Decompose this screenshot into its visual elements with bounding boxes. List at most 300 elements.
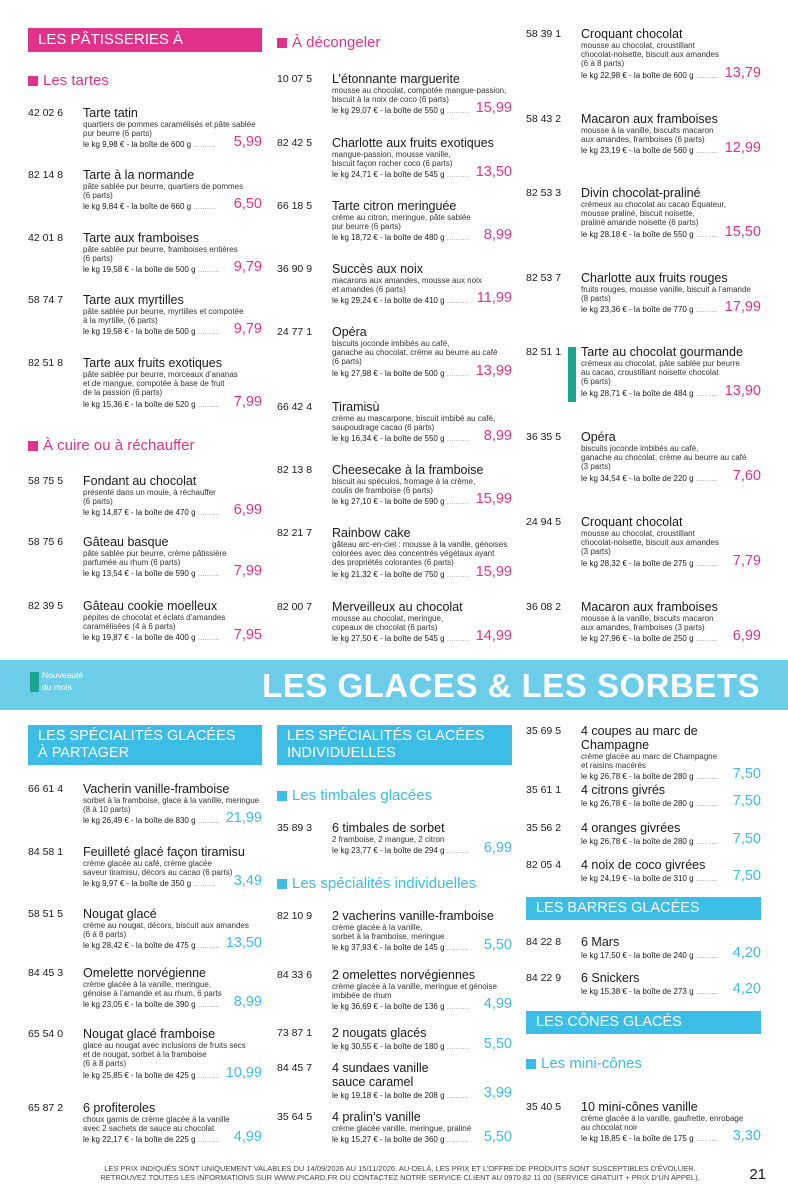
product-code: 24 94 5 bbox=[526, 516, 562, 528]
product-price: 13,50 bbox=[225, 935, 262, 952]
subsection-title: Les spécialités individuelles bbox=[292, 875, 477, 892]
product-code: 42 01 8 bbox=[28, 232, 64, 244]
product-details bbox=[332, 1110, 512, 1146]
leader-dots: .......... bbox=[693, 305, 718, 315]
product-price: 15,99 bbox=[475, 491, 512, 508]
product-description: glace au nougat avec inclusions de fruits secs et de nougat, sorbet à la framboise (6 à 8 parts) bbox=[83, 1041, 246, 1069]
product-details bbox=[83, 966, 262, 1011]
price-per-kg: le kg 27,98 € - la boîte de 500 g bbox=[332, 368, 445, 378]
subsection-header bbox=[526, 1055, 642, 1073]
product-name: Tarte aux framboises bbox=[83, 231, 200, 245]
leader-dots: .......... bbox=[693, 837, 718, 846]
product-name: Tarte à la normande bbox=[83, 168, 195, 182]
product-description: présenté dans un moule, à réchauffer (6 parts) bbox=[83, 488, 216, 507]
product-name: Gâteau cookie moelleux bbox=[83, 599, 218, 613]
product-description: mousse à la vanille, biscuits macaron aux amandes, framboises (3 parts) bbox=[581, 614, 714, 633]
product-price: 9,79 bbox=[233, 321, 262, 338]
product-code: 66 42 4 bbox=[277, 401, 313, 413]
product-details bbox=[332, 968, 512, 1013]
product-details bbox=[581, 971, 761, 998]
leader-dots: .......... bbox=[693, 473, 718, 483]
leader-dots: .......... bbox=[191, 140, 216, 150]
leader-dots: .......... bbox=[195, 569, 220, 579]
product-code: 82 14 8 bbox=[28, 169, 64, 181]
product-details bbox=[83, 356, 262, 411]
product-price: 8,99 bbox=[483, 428, 512, 445]
subsection-square-icon bbox=[28, 76, 38, 86]
product-details bbox=[332, 400, 512, 445]
product-code: 82 39 5 bbox=[28, 600, 64, 612]
subsection-square-icon bbox=[277, 879, 287, 889]
product-details bbox=[332, 909, 512, 954]
product-code: 65 87 2 bbox=[28, 1102, 64, 1114]
product-description: mousse à la vanille, biscuits macaron aux amandes, framboises (6 parts) bbox=[581, 126, 714, 145]
product-code: 84 22 9 bbox=[526, 972, 562, 984]
product-details bbox=[581, 271, 761, 316]
product-price: 7,50 bbox=[732, 766, 761, 783]
product-name: Divin chocolat-praliné bbox=[581, 186, 701, 200]
product-code: 82 21 7 bbox=[277, 527, 313, 539]
product-description: pâte sablée pur beurre, quartiers de pommes (6 parts) bbox=[83, 182, 244, 201]
product-description: gâteau arc-en-ciel : mousse à la vanille, génoises colorées avec des concentrés végétaux ayant des propriétés colorantes (6 parts) bbox=[332, 540, 508, 568]
product-description: fruits rouges, mousse vanille, biscuit à l’amande (8 parts) bbox=[581, 285, 751, 304]
subsection-title: Les timbales glacées bbox=[292, 787, 433, 804]
product-code: 58 74 7 bbox=[28, 294, 64, 306]
product-details bbox=[332, 526, 512, 581]
price-per-kg: le kg 13,54 € - la boîte de 590 g bbox=[83, 569, 196, 579]
product-code: 10 07 5 bbox=[277, 73, 313, 85]
price-per-kg: le kg 23,19 € - la boîte de 560 g bbox=[581, 146, 694, 156]
price-per-kg: le kg 21,32 € - la boîte de 750 g bbox=[332, 569, 445, 579]
leader-dots: .......... bbox=[693, 558, 718, 568]
product-price: 3,99 bbox=[483, 1085, 512, 1101]
product-price: 7,95 bbox=[233, 627, 262, 644]
product-code: 84 45 7 bbox=[277, 1062, 313, 1074]
product-price: 11,99 bbox=[476, 290, 512, 307]
price-per-kg: le kg 22,17 € - la boîte de 225 g bbox=[83, 1135, 196, 1145]
product-details bbox=[83, 1101, 262, 1146]
product-price: 8,99 bbox=[233, 994, 262, 1011]
product-description: quartiers de pommes caramélisés et pâte sablée pur beurre (6 parts) bbox=[83, 120, 256, 139]
product-price: 7,99 bbox=[233, 563, 262, 580]
product-details bbox=[332, 72, 512, 117]
product-code: 24 77 1 bbox=[277, 326, 313, 338]
footer-note: LES PRIX INDIQUÉS SONT UNIQUEMENT VALABLES DU 14/09/2026 AU 15/11/2026. AU-DELÀ, LES PRIX ET L’OFFRE DE PRODUITS SONT SUSCEPTIBLES D’ÉVOLUER. RETROUVEZ TOUTES LES INFORMATIONS SUR WWW.PICARD.FR OU CONTACTEZ NOTRE SERVICE CLIENT AU 0970 82 11 00 (SERVICE GRATUIT + PRIX D’UN APPEL). bbox=[100, 1164, 700, 1182]
leader-dots: .......... bbox=[693, 388, 718, 398]
product-name: Gâteau basque bbox=[83, 535, 169, 549]
product-name: 4 coupes au marc de Champagne bbox=[581, 724, 698, 752]
product-price: 17,99 bbox=[724, 299, 761, 316]
product-description: pâte sablée pur beurre, framboises entières (6 parts) bbox=[83, 245, 238, 264]
product-code: 35 89 3 bbox=[277, 822, 313, 834]
product-code: 84 58 1 bbox=[28, 846, 64, 858]
leader-dots: .......... bbox=[444, 296, 469, 306]
product-code: 58 43 2 bbox=[526, 113, 562, 125]
product-description: sorbet à la framboise, glace à la vanille, meringue (8 à 10 parts) bbox=[83, 796, 260, 815]
product-description: crème au nougat, décors, biscuit aux amandes (6 à 8 parts) bbox=[83, 921, 249, 940]
product-details bbox=[332, 600, 512, 645]
price-per-kg: le kg 28,32 € - la boîte de 275 g bbox=[581, 558, 694, 568]
product-price: 4,99 bbox=[233, 1129, 262, 1146]
leader-dots: .......... bbox=[195, 1135, 220, 1145]
product-details bbox=[581, 600, 761, 645]
price-per-kg: le kg 34,54 € - la boîte de 220 g bbox=[581, 473, 694, 483]
product-description: crème au citron, meringue, pâte sablée pur beurre (6 parts) bbox=[332, 213, 471, 232]
leader-dots: .......... bbox=[444, 106, 469, 116]
product-name: 4 citrons givrés bbox=[581, 783, 666, 797]
subsection-title: Les tartes bbox=[43, 72, 109, 89]
leader-dots: .......... bbox=[693, 951, 718, 960]
section-header: LES SPÉCIALITÉS GLACÉES À PARTAGER bbox=[28, 725, 262, 765]
product-details bbox=[581, 186, 761, 241]
product-code: 35 61 1 bbox=[526, 784, 562, 796]
product-code: 35 56 2 bbox=[526, 822, 562, 834]
product-details bbox=[581, 783, 761, 810]
product-code: 35 40 5 bbox=[526, 1101, 562, 1113]
price-per-kg: le kg 17,50 € - la boîte de 240 g bbox=[581, 951, 694, 960]
subsection-square-icon bbox=[277, 38, 287, 48]
product-details bbox=[581, 821, 761, 848]
price-per-kg: le kg 36,69 € - la boîte de 136 g bbox=[332, 1002, 445, 1012]
leader-dots: .......... bbox=[444, 170, 469, 180]
product-name: 4 sundaes vanille sauce caramel bbox=[332, 1061, 429, 1089]
product-code: 58 75 5 bbox=[28, 475, 64, 487]
leader-dots: .......... bbox=[693, 874, 718, 883]
product-name: 6 Mars bbox=[581, 935, 620, 949]
price-per-kg: le kg 37,93 € - la boîte de 145 g bbox=[332, 943, 445, 953]
leader-dots: .......... bbox=[693, 799, 718, 808]
leader-dots: .......... bbox=[444, 1042, 469, 1051]
product-details bbox=[332, 199, 512, 244]
product-price: 7,50 bbox=[732, 793, 761, 809]
page-number: 21 bbox=[749, 1166, 766, 1183]
subsection-header bbox=[277, 875, 476, 893]
section-header: LES PÂTISSERIES À PARTAGER bbox=[28, 28, 262, 52]
product-code: 73 87 1 bbox=[277, 1027, 313, 1039]
product-details bbox=[581, 515, 761, 570]
product-details bbox=[332, 325, 512, 380]
price-per-kg: le kg 15,27 € - la boîte de 360 g bbox=[332, 1135, 445, 1145]
product-price: 7,50 bbox=[732, 868, 761, 884]
section-header: LES BARRES GLACÉES bbox=[526, 897, 761, 920]
product-name: Omelette norvégienne bbox=[83, 966, 206, 980]
product-description: crème glacée au café, crème glacée saveur tiramisu, décors au cacao (6 parts) bbox=[83, 859, 233, 878]
banner-title: LES GLACES & LES SORBETS bbox=[262, 667, 760, 704]
product-name: 2 omelettes norvégiennes bbox=[332, 968, 476, 982]
product-price: 5,50 bbox=[483, 1129, 512, 1146]
subsection-title: À cuire ou à réchauffer bbox=[43, 437, 195, 454]
product-description: crémeux au chocolat au cacao Équateur, mousse praliné, biscuit noisette, praliné amande noisette (6 parts) bbox=[581, 200, 726, 228]
product-code: 66 61 4 bbox=[28, 783, 64, 795]
product-price: 5,50 bbox=[483, 1036, 512, 1052]
product-price: 15,99 bbox=[475, 563, 512, 580]
product-code: 66 18 5 bbox=[277, 200, 313, 212]
product-details bbox=[83, 907, 262, 952]
product-price: 21,99 bbox=[225, 810, 262, 827]
product-name: 2 vacherins vanille-framboise bbox=[332, 909, 494, 923]
product-name: Nougat glacé framboise bbox=[83, 1027, 216, 1041]
price-per-kg: le kg 26,78 € - la boîte de 280 g bbox=[581, 799, 694, 808]
price-per-kg: le kg 25,85 € - la boîte de 425 g bbox=[83, 1070, 196, 1080]
product-name: Croquant chocolat bbox=[581, 515, 683, 529]
leader-dots: .......... bbox=[191, 202, 216, 212]
product-name: Fondant au chocolat bbox=[83, 474, 197, 488]
product-description: crème glacée à la vanille, meringue, génoise à l’amande et au rhum, 6 parts bbox=[83, 980, 222, 999]
leader-dots: .......... bbox=[444, 368, 469, 378]
product-details bbox=[83, 1027, 262, 1082]
price-per-kg: le kg 27,10 € - la boîte de 590 g bbox=[332, 497, 445, 507]
product-name: 6 timbales de sorbet bbox=[332, 821, 445, 835]
product-code: 82 51 1 bbox=[526, 346, 562, 358]
product-price: 9,79 bbox=[233, 259, 262, 276]
product-details bbox=[581, 430, 761, 485]
product-description: macarons aux amandes, mousse aux noix et amandes (6 parts) bbox=[332, 276, 482, 295]
product-details bbox=[83, 106, 262, 151]
leader-dots: .......... bbox=[444, 434, 469, 444]
leader-dots: .......... bbox=[195, 1070, 220, 1080]
price-per-kg: le kg 28,71 € - la boîte de 484 g bbox=[581, 388, 694, 398]
product-price: 6,99 bbox=[483, 840, 512, 857]
leader-dots: .......... bbox=[195, 327, 220, 337]
product-name: 4 oranges givrées bbox=[581, 821, 681, 835]
product-details bbox=[83, 474, 262, 519]
product-code: 36 08 2 bbox=[526, 601, 562, 613]
product-code: 82 53 3 bbox=[526, 187, 562, 199]
leader-dots: .......... bbox=[195, 508, 220, 518]
product-price: 4,20 bbox=[732, 981, 761, 997]
product-name: Tarte tatin bbox=[83, 106, 138, 120]
product-code: 58 39 1 bbox=[526, 28, 562, 40]
leader-dots: .......... bbox=[693, 229, 718, 239]
product-details bbox=[581, 112, 761, 157]
product-details bbox=[332, 262, 512, 307]
product-name: Tiramisù bbox=[332, 400, 380, 414]
product-name: 6 Snickers bbox=[581, 971, 640, 985]
product-name: 4 noix de coco givrées bbox=[581, 858, 706, 872]
product-name: Nougat glacé bbox=[83, 907, 157, 921]
product-name: Tarte au chocolat gourmande bbox=[581, 345, 743, 359]
price-per-kg: le kg 19,58 € - la boîte de 500 g bbox=[83, 265, 196, 275]
product-price: 13,99 bbox=[475, 362, 512, 379]
product-name: Tarte aux myrtilles bbox=[83, 293, 184, 307]
product-name: 10 mini-cônes vanille bbox=[581, 1100, 698, 1114]
price-per-kg: le kg 23,77 € - la boîte de 294 g bbox=[332, 846, 445, 856]
product-details bbox=[83, 845, 262, 890]
section-header: LES SPÉCIALITÉS GLACÉES INDIVIDUELLES bbox=[277, 725, 512, 765]
product-code: 42 02 6 bbox=[28, 107, 64, 119]
leader-dots: .......... bbox=[444, 1002, 469, 1012]
product-details bbox=[581, 345, 761, 400]
new-item-marker bbox=[568, 347, 576, 402]
product-details bbox=[83, 293, 262, 338]
product-details bbox=[332, 463, 512, 508]
leader-dots: .......... bbox=[693, 772, 718, 782]
product-description: pépites de chocolat et éclats d’amandes caramélisées (4 à 6 parts) bbox=[83, 613, 226, 632]
leader-dots: .......... bbox=[195, 1000, 220, 1010]
product-name: Charlotte aux fruits exotiques bbox=[332, 136, 494, 150]
leader-dots: .......... bbox=[195, 265, 220, 275]
product-code: 82 53 7 bbox=[526, 272, 562, 284]
section-header: LES CÔNES GLACÉS bbox=[526, 1011, 761, 1034]
price-per-kg: le kg 24,71 € - la boîte de 545 g bbox=[332, 170, 445, 180]
product-price: 6,99 bbox=[233, 502, 262, 519]
product-description: crème glacée à la vanille, meringue et génoise imbibée de rhum bbox=[332, 982, 497, 1001]
product-name: Feuilleté glacé façon tiramisu bbox=[83, 845, 245, 859]
product-name: 4 pralin’s vanille bbox=[332, 1110, 421, 1124]
leader-dots: .......... bbox=[444, 1135, 469, 1145]
leader-dots: .......... bbox=[195, 816, 220, 826]
leader-dots: .......... bbox=[444, 846, 469, 856]
product-name: 6 profiteroles bbox=[83, 1101, 156, 1115]
price-per-kg: le kg 14,87 € - la boîte de 470 g bbox=[83, 508, 196, 518]
price-per-kg: le kg 23,05 € - la boîte de 390 g bbox=[83, 1000, 196, 1010]
product-details bbox=[83, 168, 262, 213]
price-per-kg: le kg 27,96 € - la boîte de 250 g bbox=[581, 634, 694, 644]
product-price: 13,50 bbox=[475, 164, 512, 181]
product-description: mousse au chocolat, croustillant chocolat-noisette, biscuit aux amandes (3 parts) bbox=[581, 529, 719, 557]
product-description: biscuit au spéculos, fromage à la crème, coulis de framboise (6 parts) bbox=[332, 477, 476, 496]
product-name: L’étonnante marguerite bbox=[332, 72, 460, 86]
product-name: 2 nougats glacés bbox=[332, 1026, 427, 1040]
subsection-square-icon bbox=[28, 441, 38, 451]
product-details bbox=[332, 1061, 512, 1102]
leader-dots: .......... bbox=[444, 497, 469, 507]
price-per-kg: le kg 26,78 € - la boîte de 280 g bbox=[581, 837, 694, 846]
price-per-kg: le kg 30,55 € - la boîte de 180 g bbox=[332, 1042, 445, 1051]
product-price: 4,20 bbox=[732, 945, 761, 961]
subsection-square-icon bbox=[277, 791, 287, 801]
product-price: 7,99 bbox=[233, 393, 262, 410]
product-price: 7,50 bbox=[732, 831, 761, 847]
product-description: pâte sablée pur beurre, crème pâtissière parfumée au rhum (6 parts) bbox=[83, 549, 227, 568]
product-details bbox=[83, 231, 262, 276]
product-details bbox=[581, 858, 761, 885]
leader-dots: .......... bbox=[195, 633, 220, 643]
product-details bbox=[332, 821, 512, 857]
price-per-kg: le kg 27,50 € - la boîte de 545 g bbox=[332, 634, 445, 644]
product-name: Opéra bbox=[581, 430, 616, 444]
product-code: 35 64 5 bbox=[277, 1111, 313, 1123]
product-name: Croquant chocolat bbox=[581, 27, 683, 41]
product-description: mousse au chocolat, croustillant chocolat-noisette, biscuit aux amandes (6 à 8 parts) bbox=[581, 41, 719, 69]
product-details bbox=[83, 782, 262, 827]
price-per-kg: le kg 18,72 € - la boîte de 480 g bbox=[332, 233, 445, 243]
product-name: Rainbow cake bbox=[332, 526, 411, 540]
product-description: crémeux au chocolat, pâte sablée pur beurre au cacao, croustillant noisette chocolat (6 parts) bbox=[581, 359, 740, 387]
price-per-kg: le kg 24,19 € - la boîte de 310 g bbox=[581, 874, 694, 883]
product-details bbox=[581, 724, 761, 783]
subsection-header bbox=[28, 437, 194, 455]
product-name: Macaron aux framboises bbox=[581, 112, 718, 126]
price-per-kg: le kg 29,24 € - la boîte de 410 g bbox=[332, 296, 445, 306]
product-description: biscuits joconde imbibés au café, ganache au chocolat, crème au beurre au café (6 parts) bbox=[332, 339, 498, 367]
subsection-header bbox=[277, 34, 380, 52]
product-name: Cheesecake à la framboise bbox=[332, 463, 484, 477]
product-price: 6,50 bbox=[233, 196, 262, 213]
product-code: 36 90 9 bbox=[277, 263, 313, 275]
product-details bbox=[581, 27, 761, 82]
leader-dots: .......... bbox=[693, 146, 718, 156]
product-code: 58 51 5 bbox=[28, 908, 64, 920]
product-price: 8,99 bbox=[483, 227, 512, 244]
product-name: Merveilleux au chocolat bbox=[332, 600, 463, 614]
product-code: 84 45 3 bbox=[28, 967, 64, 979]
leader-dots: .......... bbox=[444, 634, 469, 644]
price-per-kg: le kg 15,36 € - la boîte de 520 g bbox=[83, 399, 196, 409]
price-per-kg: le kg 19,87 € - la boîte de 400 g bbox=[83, 633, 196, 643]
price-per-kg: le kg 9,98 € - la boîte de 600 g bbox=[83, 140, 192, 150]
product-name: Charlotte aux fruits rouges bbox=[581, 271, 728, 285]
price-per-kg: le kg 28,18 € - la boîte de 550 g bbox=[581, 229, 694, 239]
product-name: Macaron aux framboises bbox=[581, 600, 718, 614]
product-code: 84 22 8 bbox=[526, 936, 562, 948]
leader-dots: .......... bbox=[693, 1134, 718, 1144]
product-price: 5,50 bbox=[483, 937, 512, 954]
product-price: 12,99 bbox=[724, 140, 761, 157]
product-code: 35 69 5 bbox=[526, 725, 562, 737]
price-per-kg: le kg 22,98 € - la boîte de 600 g bbox=[581, 70, 694, 80]
product-price: 15,50 bbox=[724, 223, 761, 240]
price-per-kg: le kg 26,78 € - la boîte de 280 g bbox=[581, 772, 694, 782]
section-banner bbox=[0, 660, 788, 710]
price-per-kg: le kg 23,36 € - la boîte de 770 g bbox=[581, 305, 694, 315]
price-per-kg: le kg 18,85 € - la boîte de 175 g bbox=[581, 1134, 694, 1144]
price-per-kg: le kg 19,18 € - la boîte de 208 g bbox=[332, 1091, 445, 1100]
price-per-kg: le kg 19,58 € - la boîte de 500 g bbox=[83, 327, 196, 337]
product-name: Opéra bbox=[332, 325, 367, 339]
product-code: 82 51 8 bbox=[28, 357, 64, 369]
product-code: 82 13 8 bbox=[277, 464, 313, 476]
product-name: Succès aux noix bbox=[332, 262, 424, 276]
product-description: biscuits joconde imbibés au café, ganache au chocolat, crème au beurre au café (3 parts) bbox=[581, 444, 747, 472]
product-price: 7,60 bbox=[732, 467, 761, 484]
product-name: Tarte citron meringuée bbox=[332, 199, 457, 213]
new-badge-label: Nouveauté du mois bbox=[42, 670, 84, 692]
product-details bbox=[332, 1026, 512, 1053]
product-description: mousse au chocolat, compotée mangue-passion, biscuit à la noix de coco (6 parts) bbox=[332, 86, 507, 105]
product-price: 3,30 bbox=[732, 1128, 761, 1145]
product-code: 82 10 9 bbox=[277, 910, 313, 922]
product-description: choux garnis de crème glacée à la vanille avec 2 sachets de sauce au chocolat bbox=[83, 1115, 230, 1134]
product-details bbox=[83, 535, 262, 580]
new-badge-square bbox=[30, 672, 39, 692]
product-price: 13,79 bbox=[724, 64, 761, 81]
product-name: Tarte aux fruits exotiques bbox=[83, 356, 222, 370]
leader-dots: .......... bbox=[191, 879, 216, 889]
leader-dots: .......... bbox=[444, 569, 469, 579]
product-details bbox=[83, 599, 262, 644]
product-description: crème au mascarpone, biscuit imbibé au café, saupoudrage cacao (6 parts) bbox=[332, 414, 496, 433]
product-code: 65 54 0 bbox=[28, 1028, 64, 1040]
product-code: 82 05 4 bbox=[526, 859, 562, 871]
product-description: crème glacée à la vanille, gaufrette, enrobage au chocolat noir bbox=[581, 1114, 744, 1133]
product-code: 82 00 7 bbox=[277, 601, 313, 613]
product-description: 2 framboise, 2 mangue, 2 citron bbox=[332, 835, 445, 844]
product-description: pâte sablée pur beurre, morceaux d’ananas et de mangue, compotée à base de fruit de la passion (6 parts) bbox=[83, 370, 238, 398]
subsection-header bbox=[277, 787, 432, 805]
product-name: Vacherin vanille-framboise bbox=[83, 782, 230, 796]
product-code: 36 35 5 bbox=[526, 431, 562, 443]
product-description: pâte sablée pur beurre, myrtilles et compotée à la myrtille, (6 parts) bbox=[83, 307, 244, 326]
product-description: crème glacée au marc de Champagne et raisins macérés bbox=[581, 752, 718, 771]
product-description: mousse au chocolat, meringue, copeaux de chocolat (6 parts) bbox=[332, 614, 444, 633]
price-per-kg: le kg 16,34 € - la boîte de 550 g bbox=[332, 434, 445, 444]
leader-dots: .......... bbox=[195, 941, 220, 951]
leader-dots: .......... bbox=[693, 70, 718, 80]
product-price: 13,90 bbox=[724, 382, 761, 399]
product-description: mangue-passion, mousse vanille, biscuit façon rocher coco (6 parts) bbox=[332, 150, 453, 169]
product-price: 5,99 bbox=[233, 134, 262, 151]
